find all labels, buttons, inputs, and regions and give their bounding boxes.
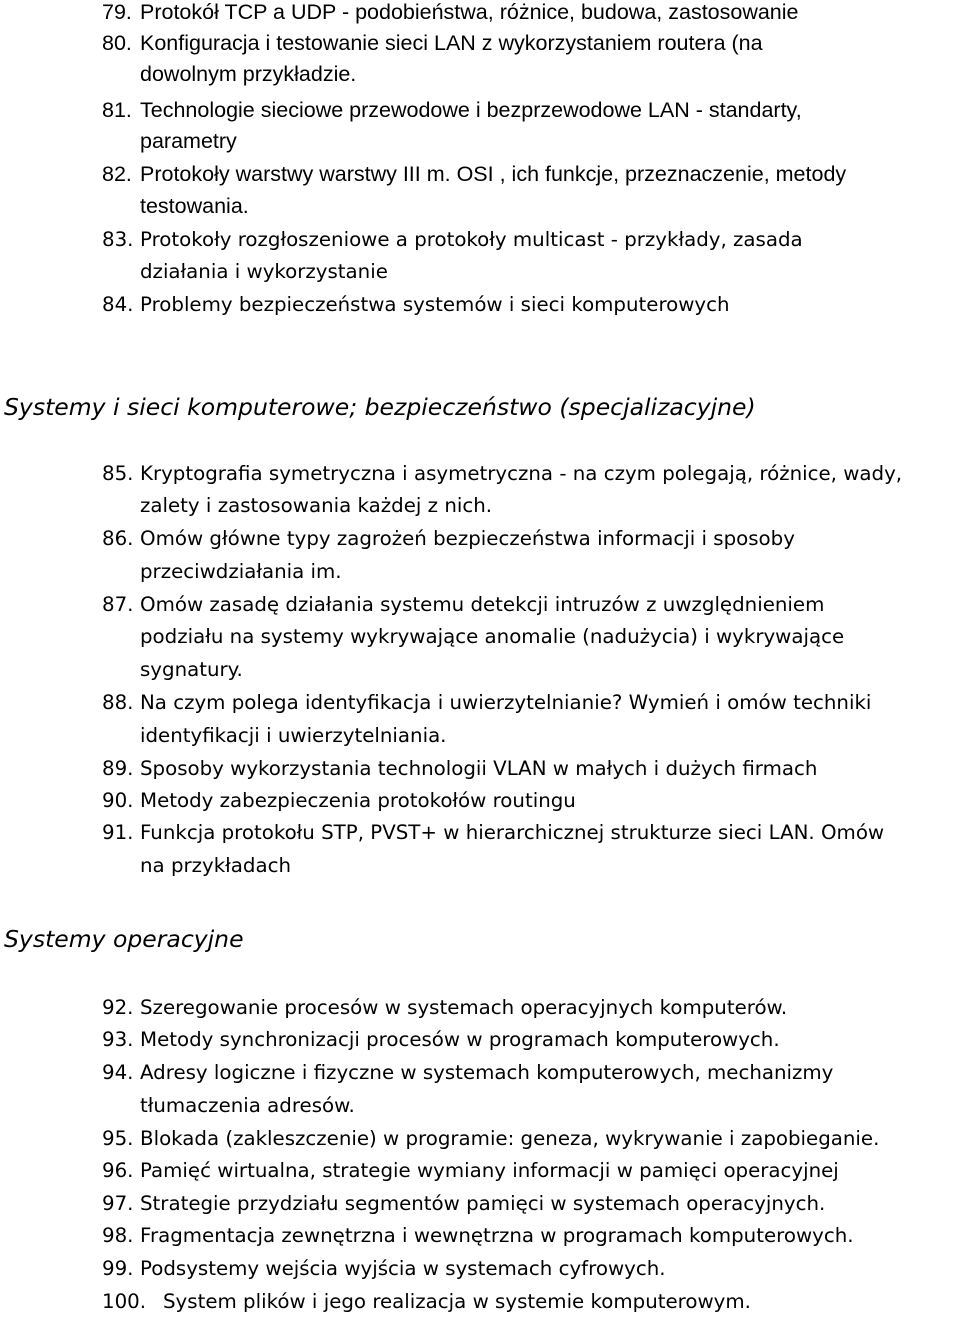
item-text-continuation: parametry [140,129,237,153]
item-text-continuation: działania i wykorzystanie [140,260,388,283]
item-number: 96. [102,1159,134,1182]
item-text: Omów główne typy zagrożeń bezpieczeństwa informacji i sposoby [140,527,795,550]
item-text-continuation: tłumaczenia adresów. [140,1094,355,1117]
item-number: 83. [102,228,134,251]
item-text: Sposoby wykorzystania technologii VLAN w małych i dużych firmach [140,757,818,780]
section-heading: Systemy operacyjne [4,925,244,953]
item-text-continuation: zalety i zastosowania każdej z nich. [140,494,493,517]
item-text: Protokoły warstwy warstwy III m. OSI , ich funkcje, przeznaczenie, metody [140,162,847,186]
item-text: Adresy logiczne i fizyczne w systemach komputerowych, mechanizmy [140,1061,834,1084]
item-number: 81. [102,98,132,122]
section-heading: Systemy i sieci komputerowe; bezpieczeństwo (specjalizacyjne) [4,393,756,421]
item-text: Strategie przydziału segmentów pamięci w systemach operacyjnych. [140,1192,826,1215]
item-number: 87. [102,593,134,616]
item-number: 97. [102,1192,134,1215]
item-number: 88. [102,691,134,714]
item-number: 100. [102,1290,147,1313]
item-number: 84. [102,293,134,316]
item-text: Metody synchronizacji procesów w programach komputerowych. [140,1028,780,1051]
item-text: Szeregowanie procesów w systemach operacyjnych komputerów. [140,996,788,1019]
item-text: Fragmentacja zewnętrzna i wewnętrzna w programach komputerowych. [140,1224,854,1247]
item-text-continuation: dowolnym przykładzie. [140,62,357,86]
item-text-continuation: testowania. [140,194,249,218]
item-text-continuation: przeciwdziałania im. [140,560,342,583]
item-number: 79. [102,0,132,24]
item-text: Omów zasadę działania systemu detekcji intruzów z uwzględnieniem [140,593,825,616]
item-text: Technologie sieciowe przewodowe i bezprzewodowe LAN - standarty, [140,98,802,122]
item-text: Pamięć wirtualna, strategie wymiany informacji w pamięci operacyjnej [140,1159,839,1182]
item-text: Na czym polega identyfikacja i uwierzytelnianie? Wymień i omów techniki [140,691,872,714]
item-text: Protokół TCP a UDP - podobieństwa, różnice, budowa, zastosowanie [140,0,799,24]
item-text-continuation: podziału na systemy wykrywające anomalie (nadużycia) i wykrywające [140,625,845,648]
item-number: 98. [102,1224,134,1247]
item-number: 94. [102,1061,134,1084]
item-number: 82. [102,162,132,186]
item-number: 95. [102,1127,134,1150]
item-number: 89. [102,757,134,780]
item-text-continuation: na przykładach [140,854,292,877]
item-text-continuation: sygnatury. [140,658,243,681]
item-number: 93. [102,1028,134,1051]
item-number: 90. [102,789,134,812]
item-text: Kryptografia symetryczna i asymetryczna - na czym polegają, różnice, wady, [140,462,903,485]
item-text: Funkcja protokołu STP, PVST+ w hierarchicznej strukturze sieci LAN. Omów [140,821,885,844]
item-number: 99. [102,1257,134,1280]
item-text: Konfiguracja i testowanie sieci LAN z wykorzystaniem routera (na [140,31,763,55]
item-number: 85. [102,462,134,485]
item-text: System plików i jego realizacja w systemie komputerowym. [163,1290,751,1313]
item-text-continuation: identyfikacji i uwierzytelniania. [140,724,447,747]
item-text: Podsystemy wejścia wyjścia w systemach cyfrowych. [140,1257,666,1280]
item-text: Problemy bezpieczeństwa systemów i sieci komputerowych [140,293,730,316]
item-text: Metody zabezpieczenia protokołów routingu [140,789,576,812]
item-text: Blokada (zakleszczenie) w programie: geneza, wykrywanie i zapobieganie. [140,1127,880,1150]
item-number: 80. [102,31,132,55]
item-text: Protokoły rozgłoszeniowe a protokoły multicast - przykłady, zasada [140,228,803,251]
item-number: 91. [102,821,134,844]
item-number: 92. [102,996,134,1019]
item-number: 86. [102,527,134,550]
